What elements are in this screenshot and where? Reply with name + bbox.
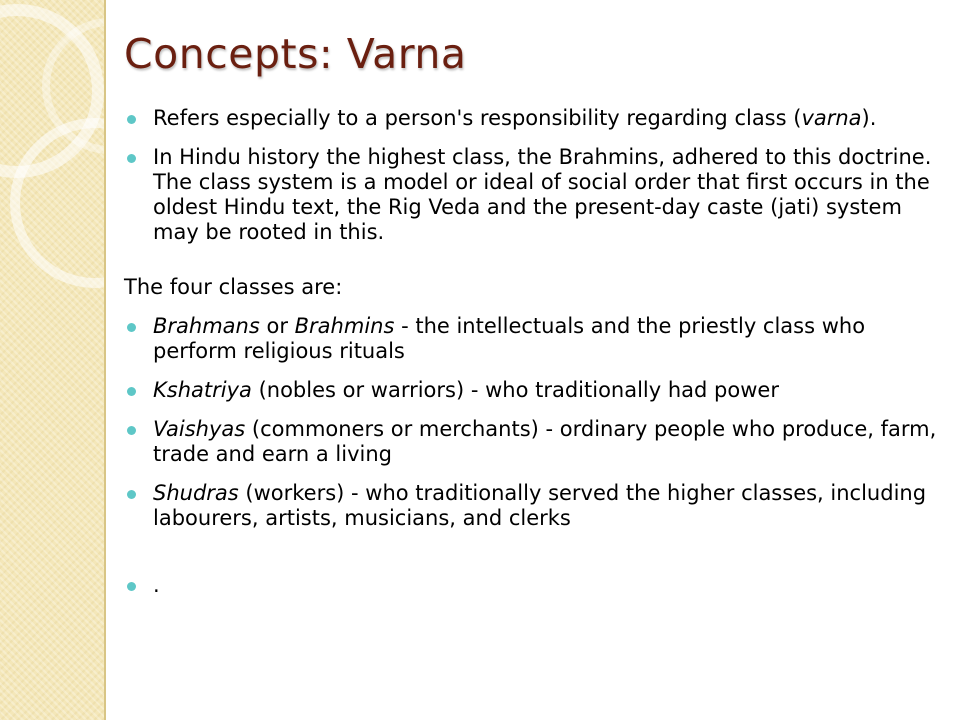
class-name: Brahmans xyxy=(153,314,260,338)
final-bullet-item xyxy=(124,573,944,598)
bullet-dot-icon xyxy=(127,426,136,435)
class-list-item xyxy=(124,417,944,467)
bullet-dot-icon xyxy=(127,387,136,396)
bullet-text: Refers especially to a person's responsibility regarding class ( xyxy=(153,106,802,130)
bullet-text: In Hindu history the highest class, the Brahmins, adhered to this doctrine. The class system is a model or ideal of social order that first occurs in the oldest Hindu text, the Rig Veda and the present-day caste (jati) system may be rooted in this. xyxy=(153,145,932,244)
bullet-dot-icon xyxy=(127,115,136,124)
bullet-text-end: ). xyxy=(861,106,877,130)
class-list-item xyxy=(124,378,944,403)
class-name: Kshatriya xyxy=(153,378,252,402)
class-name: Vaishyas xyxy=(153,417,246,441)
class-connector: or xyxy=(259,314,295,338)
class-alt-name: Brahmins xyxy=(294,314,395,338)
bullet-italic-term: varna xyxy=(801,106,862,130)
bullet-dot-icon xyxy=(127,323,136,332)
decorative-side-band xyxy=(0,0,106,720)
bullet-item xyxy=(124,145,944,245)
class-list-item xyxy=(124,481,944,531)
class-description: - the intellectuals and the priestly class who perform religious rituals xyxy=(153,314,866,363)
bullet-dot-icon xyxy=(127,154,136,163)
class-description: (commoners or merchants) - ordinary people who produce, farm, trade and earn a living xyxy=(153,417,937,466)
bullet-dot-icon xyxy=(127,490,136,499)
class-name: Shudras xyxy=(153,481,239,505)
final-bullet-text: . xyxy=(153,573,160,597)
bullet-dot-icon xyxy=(127,582,136,591)
class-list-item xyxy=(124,314,944,364)
slide-title: Concepts: Varna xyxy=(124,30,467,78)
classes-heading: The four classes are: xyxy=(124,275,343,299)
class-description: (nobles or warriors) - who traditionally had power xyxy=(251,378,779,402)
class-description: (workers) - who traditionally served the higher classes, including labourers, artists, musicians, and clerks xyxy=(153,481,927,530)
bullet-item xyxy=(124,106,944,131)
slide-content xyxy=(124,106,944,612)
